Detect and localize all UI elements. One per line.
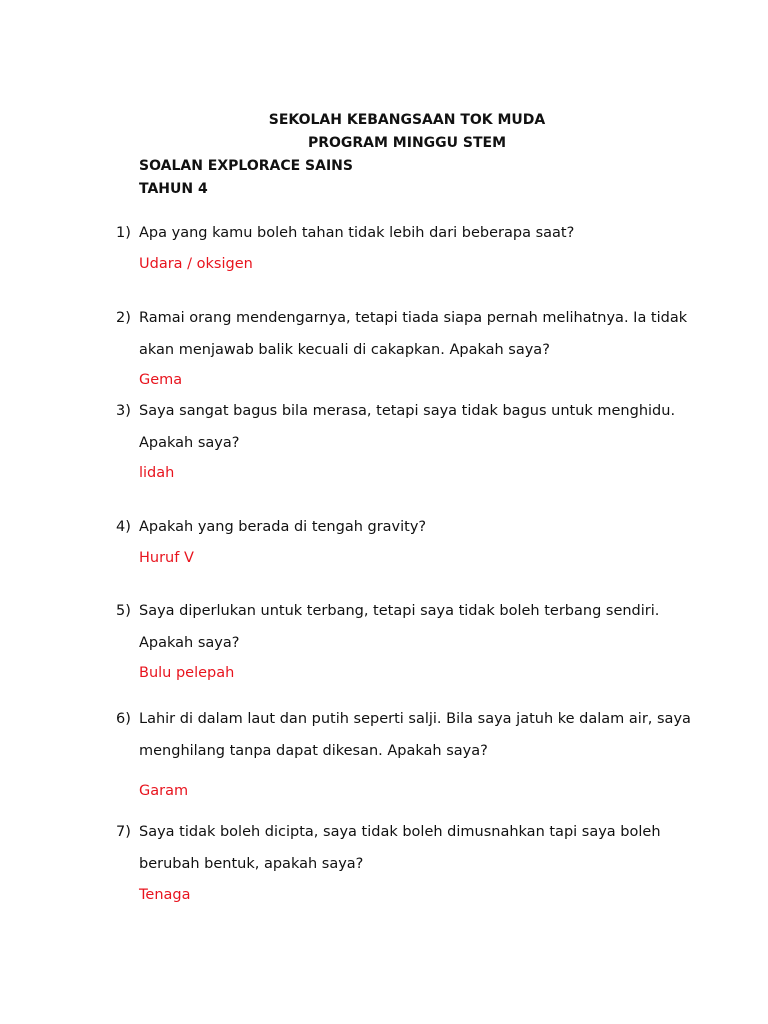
question-text: Ramai orang mendengarnya, tetapi tiada siapa pernah melihatnya. Ia tidak akan menjawab balik kecuali di cakapkan. Apakah saya? xyxy=(139,310,688,358)
answer-text: Tenaga xyxy=(139,887,191,903)
question-text: Apakah yang berada di tengah gravity? xyxy=(139,519,427,535)
question-text: Lahir di dalam laut dan putih seperti salji. Bila saya jatuh ke dalam air, saya menghilang tanpa dapat dikesan. Apakah saya? xyxy=(139,711,691,759)
answer-text: Bulu pelepah xyxy=(139,665,235,681)
question-text: Saya sangat bagus bila merasa, tetapi saya tidak bagus untuk menghidu. Apakah saya? xyxy=(139,403,676,451)
answer-text: Gema xyxy=(139,372,183,388)
question-number: 4) xyxy=(116,519,131,535)
program-title: PROGRAM MINGGU STEM xyxy=(307,135,507,151)
answer-text: Huruf V xyxy=(139,550,194,566)
question-number: 3) xyxy=(116,403,131,419)
question-number: 2) xyxy=(116,310,131,326)
question-text: Saya diperlukan untuk terbang, tetapi saya tidak boleh terbang sendiri. Apakah saya? xyxy=(139,603,660,651)
question-number: 7) xyxy=(116,824,131,840)
answer-text: Garam xyxy=(139,783,189,799)
answer-text: Udara / oksigen xyxy=(139,256,253,272)
question-number: 5) xyxy=(116,603,131,619)
question-number: 1) xyxy=(116,225,131,241)
question-text: Apa yang kamu boleh tahan tidak lebih dari beberapa saat? xyxy=(139,225,575,241)
worksheet-title: SOALAN EXPLORACE SAINS xyxy=(139,158,353,174)
question-number: 6) xyxy=(116,711,131,727)
school-name: SEKOLAH KEBANGSAAN TOK MUDA xyxy=(268,112,546,128)
question-text: Saya tidak boleh dicipta, saya tidak boleh dimusnahkan tapi saya boleh berubah bentuk, apakah saya? xyxy=(139,824,661,872)
year-label: TAHUN 4 xyxy=(139,181,208,197)
answer-text: lidah xyxy=(139,465,175,481)
